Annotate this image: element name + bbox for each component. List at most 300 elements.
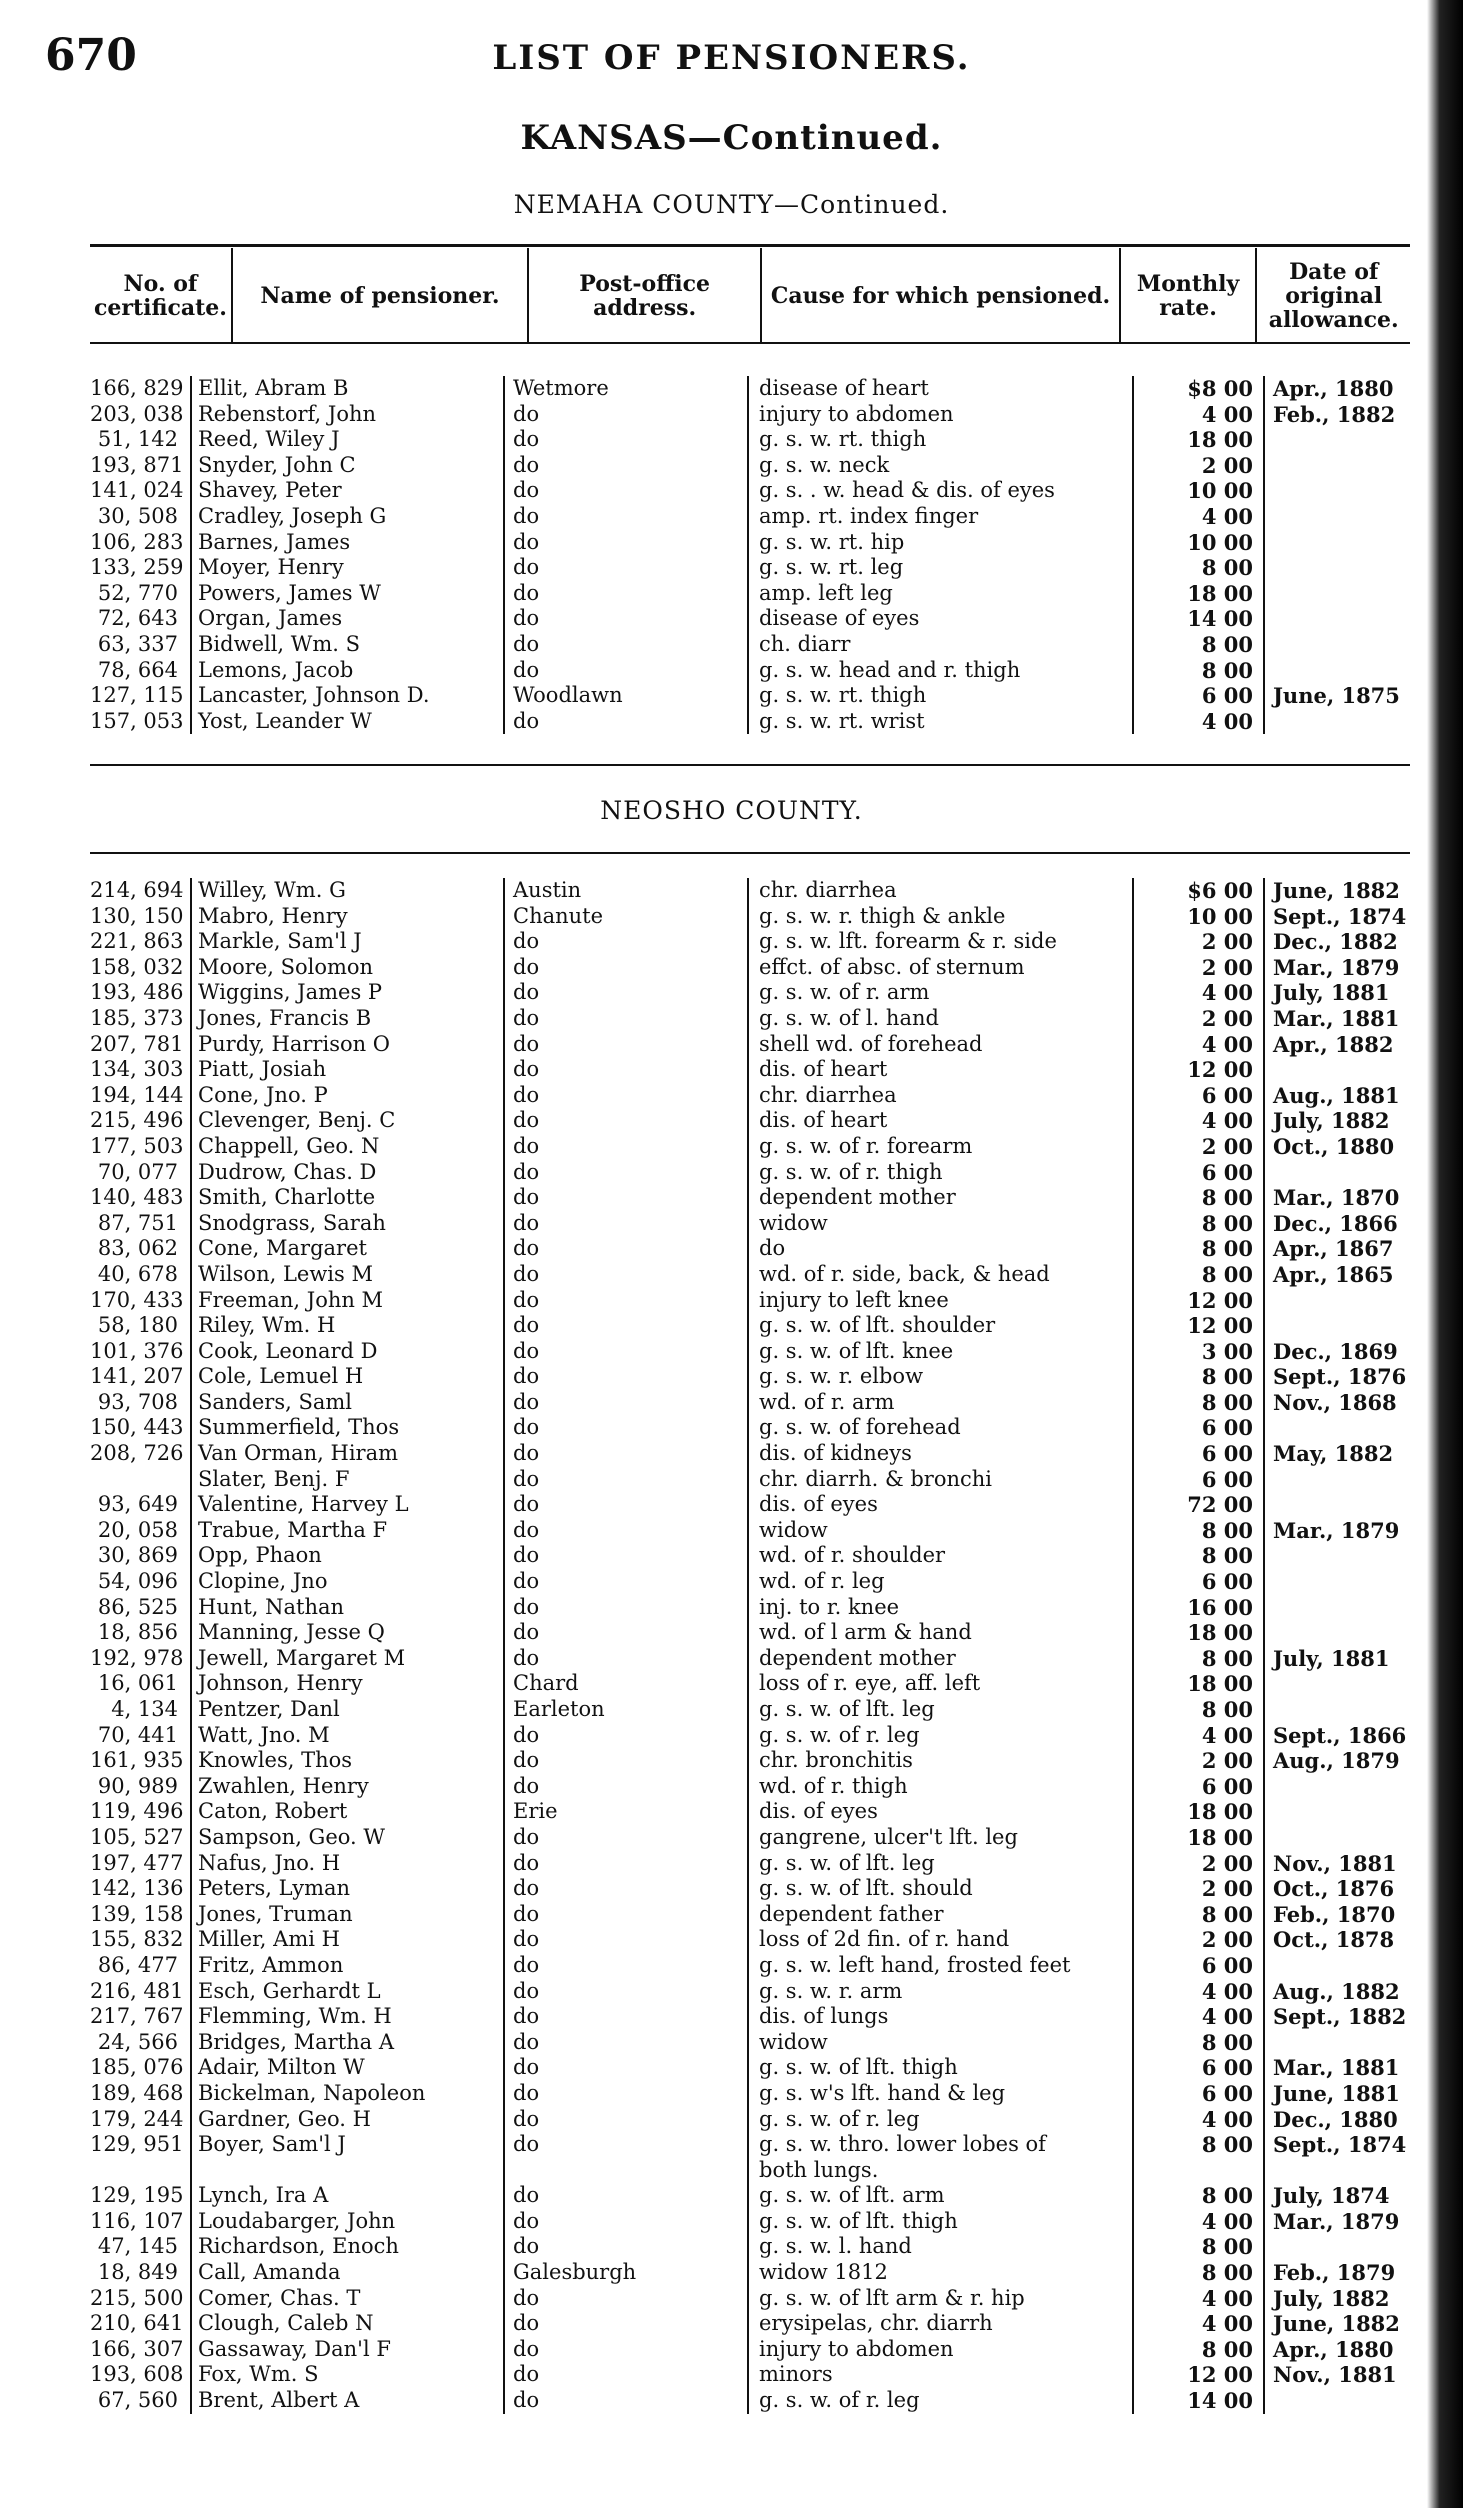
monthly-rate-cell: [1132, 2158, 1263, 2184]
table-row: [90, 2388, 1410, 2414]
certificate-number-cell: 58, 180: [97, 1313, 178, 1338]
pensioner-name-cell: Esch, Gerhardt L: [190, 1979, 503, 2005]
table-row: [90, 1006, 1410, 1032]
monthly-rate-cell: 6 00: [1132, 1467, 1263, 1493]
allowance-date-cell: [1263, 1774, 1410, 1800]
allowance-date-cell: Nov., 1868: [1263, 1390, 1410, 1416]
allowance-date-cell: Mar., 1870: [1263, 1185, 1410, 1211]
table-row: [90, 453, 1410, 479]
table-row: [90, 1671, 1410, 1697]
certificate-number-cell: 106, 283: [90, 529, 184, 554]
certificate-number-cell: 93, 649: [97, 1492, 178, 1517]
cause-cell: dis. of lungs: [747, 2004, 1132, 2030]
certificate-number-cell: 86, 525: [97, 1594, 178, 1619]
cause-cell: dis. of heart: [747, 1057, 1132, 1083]
allowance-date-cell: June, 1882: [1263, 878, 1410, 904]
post-office-cell: do: [503, 1134, 747, 1160]
allowance-date-cell: [1263, 709, 1410, 735]
table-row: [90, 1339, 1410, 1365]
post-office-cell: do: [503, 2183, 747, 2209]
pensioner-name-cell: Sanders, Saml: [190, 1390, 503, 1416]
table-row: [90, 1543, 1410, 1569]
monthly-rate-cell: 18 00: [1132, 1825, 1263, 1851]
cause-cell: g. s. w. of r. thigh: [747, 1160, 1132, 1186]
table-top-rule: [90, 244, 1410, 247]
table-row: [90, 1927, 1410, 1953]
cause-cell: g. s. w. r. thigh & ankle: [747, 904, 1132, 930]
certificate-number-cell: 215, 500: [90, 2285, 184, 2310]
certificate-number-cell: 193, 486: [90, 980, 184, 1005]
allowance-date-cell: Feb., 1879: [1263, 2260, 1410, 2286]
certificate-number-cell: 155, 832: [90, 1927, 184, 1952]
certificate-number-cell: 158, 032: [90, 954, 184, 979]
running-title: LIST OF PENSIONERS.: [492, 38, 971, 78]
post-office-cell: do: [503, 1339, 747, 1365]
pensioner-name-cell: Dudrow, Chas. D: [190, 1160, 503, 1186]
pensioner-name-cell: Miller, Ami H: [190, 1927, 503, 1953]
table-row: [90, 1160, 1410, 1186]
cause-cell: ch. diarr: [747, 632, 1132, 658]
book-spine-shadow: [1427, 0, 1463, 2508]
allowance-date-cell: [1263, 1825, 1410, 1851]
monthly-rate-cell: 18 00: [1132, 427, 1263, 453]
monthly-rate-cell: 8 00: [1132, 555, 1263, 581]
certificate-number-cell: 192, 978: [90, 1645, 184, 1670]
post-office-cell: do: [503, 980, 747, 1006]
allowance-date-cell: [1263, 2030, 1410, 2056]
pensioner-name-cell: Cradley, Joseph G: [190, 504, 503, 530]
pensioner-name-cell: Gassaway, Dan'l F: [190, 2337, 503, 2363]
post-office-cell: do: [503, 2030, 747, 2056]
monthly-rate-cell: 2 00: [1132, 1134, 1263, 1160]
cause-cell: erysipelas, chr. diarrh: [747, 2311, 1132, 2337]
monthly-rate-cell: 10 00: [1132, 904, 1263, 930]
post-office-cell: do: [503, 427, 747, 453]
certificate-number-cell: 185, 076: [90, 2055, 184, 2080]
cause-cell: g. s. w. of r. arm: [747, 980, 1132, 1006]
certificate-number-cell: 185, 373: [90, 1005, 184, 1030]
allowance-date-cell: Mar., 1879: [1263, 955, 1410, 981]
monthly-rate-cell: 2 00: [1132, 1748, 1263, 1774]
monthly-rate-cell: 4 00: [1132, 980, 1263, 1006]
table-row: [90, 1134, 1410, 1160]
post-office-cell: do: [503, 478, 747, 504]
col-header-name: Name of pensioner.: [232, 248, 528, 344]
cause-cell: loss of r. eye, aff. left: [747, 1671, 1132, 1697]
cause-cell: g. s. w. neck: [747, 453, 1132, 479]
certificate-number-cell: 40, 678: [97, 1261, 178, 1286]
allowance-date-cell: Dec., 1866: [1263, 1211, 1410, 1237]
post-office-cell: do: [503, 1825, 747, 1851]
monthly-rate-cell: 8 00: [1132, 2337, 1263, 2363]
pensioner-name-cell: Flemming, Wm. H: [190, 2004, 503, 2030]
post-office-cell: Chanute: [503, 904, 747, 930]
header-bottom-rule: [90, 342, 1410, 344]
pensioner-name-cell: Clopine, Jno: [190, 1569, 503, 1595]
allowance-date-cell: [1263, 427, 1410, 453]
table-row: [90, 1723, 1410, 1749]
allowance-date-cell: Apr., 1865: [1263, 1262, 1410, 1288]
post-office-cell: do: [503, 530, 747, 556]
table-row: [90, 504, 1410, 530]
post-office-cell: do: [503, 1646, 747, 1672]
certificate-number-cell: 4, 134: [111, 1697, 178, 1721]
pensioner-name-cell: Chappell, Geo. N: [190, 1134, 503, 1160]
table-row: [90, 2081, 1410, 2107]
pensioner-name-cell: Bridges, Martha A: [190, 2030, 503, 2056]
cause-cell: g. s. w. r. arm: [747, 1979, 1132, 2005]
allowance-date-cell: Sept., 1874: [1263, 904, 1410, 930]
cause-cell: chr. diarrh. & bronchi: [747, 1467, 1132, 1493]
cause-cell: g. s. w. of lft. thigh: [747, 2055, 1132, 2081]
post-office-cell: do: [503, 1851, 747, 1877]
monthly-rate-cell: 6 00: [1132, 1774, 1263, 1800]
post-office-cell: Earleton: [503, 1697, 747, 1723]
pensioner-name-cell: Boyer, Sam'l J: [190, 2132, 503, 2158]
allowance-date-cell: Sept., 1882: [1263, 2004, 1410, 2030]
allowance-date-cell: [1263, 1313, 1410, 1339]
col-header-date: Date of original allowance.: [1256, 248, 1410, 344]
pensioner-name-cell: Willey, Wm. G: [190, 878, 503, 904]
pensioner-name-cell: Fox, Wm. S: [190, 2362, 503, 2388]
monthly-rate-cell: 10 00: [1132, 530, 1263, 556]
cause-cell: chr. diarrhea: [747, 878, 1132, 904]
certificate-number-cell: 127, 115: [90, 683, 184, 708]
cause-cell: injury to abdomen: [747, 2337, 1132, 2363]
certificate-number-cell: 72, 643: [97, 606, 178, 631]
certificate-number-cell: 90, 989: [97, 1773, 178, 1798]
allowance-date-cell: July, 1881: [1263, 980, 1410, 1006]
monthly-rate-cell: 4 00: [1132, 1032, 1263, 1058]
pensioner-name-cell: Slater, Benj. F: [190, 1467, 503, 1493]
certificate-number-cell: 52, 770: [97, 580, 178, 605]
cause-cell: amp. left leg: [747, 581, 1132, 607]
monthly-rate-cell: 18 00: [1132, 1671, 1263, 1697]
cause-cell: dis. of heart: [747, 1108, 1132, 1134]
post-office-cell: do: [503, 1543, 747, 1569]
pensioner-name-cell: Snyder, John C: [190, 453, 503, 479]
allowance-date-cell: Oct., 1880: [1263, 1134, 1410, 1160]
cause-cell: inj. to r. knee: [747, 1595, 1132, 1621]
table-row: [90, 929, 1410, 955]
monthly-rate-cell: 2 00: [1132, 929, 1263, 955]
certificate-number-cell: 221, 863: [90, 929, 184, 954]
pensioner-name-cell: Snodgrass, Sarah: [190, 1211, 503, 1237]
cause-cell: dis. of kidneys: [747, 1441, 1132, 1467]
post-office-cell: do: [503, 1620, 747, 1646]
certificate-number-cell: 119, 496: [90, 1799, 184, 1824]
post-office-cell: do: [503, 1108, 747, 1134]
table-row: [90, 1799, 1410, 1825]
certificate-number-cell: 101, 376: [90, 1338, 184, 1363]
allowance-date-cell: Aug., 1881: [1263, 1083, 1410, 1109]
county-heading-nemaha: NEMAHA COUNTY—Continued.: [513, 190, 950, 219]
table-row: [90, 1108, 1410, 1134]
certificate-number-cell: 214, 694: [90, 878, 184, 902]
pensioner-name-cell: Call, Amanda: [190, 2260, 503, 2286]
monthly-rate-cell: 8 00: [1132, 2132, 1263, 2158]
allowance-date-cell: [1263, 1595, 1410, 1621]
monthly-rate-cell: 3 00: [1132, 1339, 1263, 1365]
certificate-number-cell: 130, 150: [90, 903, 184, 928]
monthly-rate-cell: 4 00: [1132, 504, 1263, 530]
monthly-rate-cell: 18 00: [1132, 1799, 1263, 1825]
certificate-number-cell: 194, 144: [90, 1082, 184, 1107]
certificate-number-cell: 177, 503: [90, 1133, 184, 1158]
post-office-cell: Austin: [503, 878, 747, 904]
monthly-rate-cell: $6 00: [1132, 878, 1263, 904]
col-header-cause: Cause for which pensioned.: [761, 248, 1119, 344]
table-row: [90, 955, 1410, 981]
allowance-date-cell: [1263, 1160, 1410, 1186]
cause-cell: disease of eyes: [747, 606, 1132, 632]
certificate-number-cell: 30, 508: [97, 503, 178, 528]
monthly-rate-cell: 6 00: [1132, 2055, 1263, 2081]
cause-cell: g. s. w. of lft. leg: [747, 1851, 1132, 1877]
table-row: [90, 530, 1410, 556]
post-office-cell: do: [503, 1979, 747, 2005]
allowance-date-cell: [1263, 478, 1410, 504]
monthly-rate-cell: 6 00: [1132, 1953, 1263, 1979]
certificate-number-cell: 189, 468: [90, 2080, 184, 2105]
pensioner-name-cell: Mabro, Henry: [190, 904, 503, 930]
cause-cell: g. s. w. rt. thigh: [747, 683, 1132, 709]
cause-cell: g. s. w. of r. leg: [747, 1723, 1132, 1749]
neosho-table-body: [90, 878, 1410, 2414]
allowance-date-cell: [1263, 2388, 1410, 2414]
cause-cell: dis. of eyes: [747, 1492, 1132, 1518]
monthly-rate-cell: 6 00: [1132, 1569, 1263, 1595]
monthly-rate-cell: 4 00: [1132, 2209, 1263, 2235]
monthly-rate-cell: 4 00: [1132, 1979, 1263, 2005]
monthly-rate-cell: 8 00: [1132, 1364, 1263, 1390]
post-office-cell: Galesburgh: [503, 2260, 747, 2286]
monthly-rate-cell: 10 00: [1132, 478, 1263, 504]
certificate-number-cell: 30, 869: [97, 1543, 178, 1568]
allowance-date-cell: [1263, 555, 1410, 581]
certificate-number-cell: 70, 077: [97, 1159, 178, 1184]
col-header-post-office: Post-office address.: [528, 248, 761, 344]
allowance-date-cell: July, 1881: [1263, 1646, 1410, 1672]
allowance-date-cell: [1263, 632, 1410, 658]
allowance-date-cell: Apr., 1867: [1263, 1236, 1410, 1262]
post-office-cell: do: [503, 658, 747, 684]
post-office-cell: do: [503, 1774, 747, 1800]
table-row: [90, 1083, 1410, 1109]
table-row: [90, 1876, 1410, 1902]
certificate-number-cell: 217, 767: [90, 2004, 184, 2029]
post-office-cell: do: [503, 2311, 747, 2337]
pensioner-name-cell: Yost, Leander W: [190, 709, 503, 735]
post-office-cell: do: [503, 2234, 747, 2260]
monthly-rate-cell: 12 00: [1132, 1057, 1263, 1083]
cause-cell: chr. bronchitis: [747, 1748, 1132, 1774]
monthly-rate-cell: 8 00: [1132, 1262, 1263, 1288]
pensioner-name-cell: Powers, James W: [190, 581, 503, 607]
monthly-rate-cell: 6 00: [1132, 683, 1263, 709]
certificate-number-cell: 134, 303: [90, 1057, 184, 1082]
cause-cell: g. s. w. rt. hip: [747, 530, 1132, 556]
cause-cell: loss of 2d fin. of r. hand: [747, 1927, 1132, 1953]
cause-cell: dependent mother: [747, 1646, 1132, 1672]
table-row: [90, 1185, 1410, 1211]
county-heading-neosho: NEOSHO COUNTY.: [600, 796, 863, 825]
cause-cell: widow: [747, 1518, 1132, 1544]
pensioner-name-cell: Smith, Charlotte: [190, 1185, 503, 1211]
cause-cell: g. s. w. of r. forearm: [747, 1134, 1132, 1160]
monthly-rate-cell: 2 00: [1132, 1851, 1263, 1877]
post-office-cell: do: [503, 453, 747, 479]
certificate-number-cell: 67, 560: [97, 2388, 178, 2413]
table-row: [90, 402, 1410, 428]
table-row: [90, 2107, 1410, 2133]
table-row: [90, 2337, 1410, 2363]
certificate-number-cell: 87, 751: [97, 1210, 178, 1235]
monthly-rate-cell: 8 00: [1132, 658, 1263, 684]
post-office-cell: [503, 2158, 747, 2184]
cause-cell: widow 1812: [747, 2260, 1132, 2286]
table-row: [90, 1518, 1410, 1544]
allowance-date-cell: [1263, 1620, 1410, 1646]
monthly-rate-cell: 8 00: [1132, 1646, 1263, 1672]
post-office-cell: do: [503, 1902, 747, 1928]
certificate-number-cell: 141, 024: [90, 478, 184, 503]
cause-cell: g. s. w. of forehead: [747, 1415, 1132, 1441]
allowance-date-cell: Mar., 1879: [1263, 2209, 1410, 2235]
monthly-rate-cell: 2 00: [1132, 1876, 1263, 1902]
table-row: [90, 1492, 1410, 1518]
post-office-cell: do: [503, 1236, 747, 1262]
table-row: [90, 1569, 1410, 1595]
allowance-date-cell: Dec., 1882: [1263, 929, 1410, 955]
post-office-cell: do: [503, 581, 747, 607]
monthly-rate-cell: 14 00: [1132, 606, 1263, 632]
certificate-number-cell: 70, 441: [97, 1722, 178, 1747]
allowance-date-cell: [1263, 606, 1410, 632]
cause-cell: dependent mother: [747, 1185, 1132, 1211]
cause-cell: injury to left knee: [747, 1288, 1132, 1314]
pensioner-name-cell: Ellit, Abram B: [190, 376, 503, 402]
cause-cell: g. s. w. of lft. should: [747, 1876, 1132, 1902]
certificate-number-cell: 179, 244: [90, 2106, 184, 2131]
table-row: [90, 1288, 1410, 1314]
post-office-cell: do: [503, 955, 747, 981]
monthly-rate-cell: 18 00: [1132, 1620, 1263, 1646]
certificate-number-cell: 208, 726: [90, 1441, 184, 1466]
certificate-number-cell: 47, 145: [97, 2234, 178, 2259]
post-office-cell: do: [503, 1595, 747, 1621]
post-office-cell: Woodlawn: [503, 683, 747, 709]
monthly-rate-cell: 4 00: [1132, 1723, 1263, 1749]
allowance-date-cell: Feb., 1870: [1263, 1902, 1410, 1928]
cause-cell: g. s. w. of r. leg: [747, 2107, 1132, 2133]
table-row: [90, 427, 1410, 453]
cause-cell: g. s. w. left hand, frosted feet: [747, 1953, 1132, 1979]
pensioner-name-cell: Manning, Jesse Q: [190, 1620, 503, 1646]
table-row: [90, 1774, 1410, 1800]
allowance-date-cell: July, 1874: [1263, 2183, 1410, 2209]
pensioner-name-cell: Valentine, Harvey L: [190, 1492, 503, 1518]
pensioner-name-cell: Shavey, Peter: [190, 478, 503, 504]
cause-cell: wd. of r. leg: [747, 1569, 1132, 1595]
post-office-cell: do: [503, 1032, 747, 1058]
monthly-rate-cell: 4 00: [1132, 2286, 1263, 2312]
certificate-number-cell: 197, 477: [90, 1850, 184, 1875]
post-office-cell: do: [503, 1211, 747, 1237]
pensioner-name-cell: Adair, Milton W: [190, 2055, 503, 2081]
allowance-date-cell: [1263, 1543, 1410, 1569]
table-row: [90, 1236, 1410, 1262]
pensioner-name-cell: Brent, Albert A: [190, 2388, 503, 2414]
allowance-date-cell: Nov., 1881: [1263, 2362, 1410, 2388]
post-office-cell: do: [503, 402, 747, 428]
certificate-number-cell: 150, 443: [90, 1415, 184, 1440]
allowance-date-cell: Nov., 1881: [1263, 1851, 1410, 1877]
monthly-rate-cell: 4 00: [1132, 2311, 1263, 2337]
post-office-cell: Wetmore: [503, 376, 747, 402]
cause-cell: shell wd. of forehead: [747, 1032, 1132, 1058]
allowance-date-cell: Feb., 1882: [1263, 402, 1410, 428]
allowance-date-cell: Aug., 1882: [1263, 1979, 1410, 2005]
cause-cell: amp. rt. index finger: [747, 504, 1132, 530]
cause-cell: g. s. w. of lft. knee: [747, 1339, 1132, 1365]
post-office-cell: do: [503, 1262, 747, 1288]
post-office-cell: do: [503, 1518, 747, 1544]
pensioner-name-cell: Knowles, Thos: [190, 1748, 503, 1774]
pensioner-name-cell: Clough, Caleb N: [190, 2311, 503, 2337]
table-row: [90, 581, 1410, 607]
cause-cell: widow: [747, 2030, 1132, 2056]
neosho-top-rule: [90, 852, 1410, 854]
pensioner-name-cell: Trabue, Martha F: [190, 1518, 503, 1544]
allowance-date-cell: Dec., 1869: [1263, 1339, 1410, 1365]
pensioner-name-cell: Barnes, James: [190, 530, 503, 556]
certificate-number-cell: 157, 053: [90, 708, 184, 733]
pensioner-name-cell: Johnson, Henry: [190, 1671, 503, 1697]
certificate-number-cell: 54, 096: [97, 1569, 178, 1594]
certificate-number-cell: 166, 829: [90, 376, 184, 400]
table-row: [90, 980, 1410, 1006]
certificate-number-cell: 210, 641: [90, 2311, 184, 2336]
certificate-number-cell: [90, 2158, 190, 2184]
certificate-number-cell: 215, 496: [90, 1108, 184, 1133]
pensioner-name-cell: Freeman, John M: [190, 1288, 503, 1314]
cause-cell: g. s. w. head and r. thigh: [747, 658, 1132, 684]
post-office-cell: do: [503, 1288, 747, 1314]
pensioner-name-cell: Markle, Sam'l J: [190, 929, 503, 955]
certificate-number-cell: 93, 708: [97, 1389, 178, 1414]
table-row: [90, 1697, 1410, 1723]
allowance-date-cell: July, 1882: [1263, 1108, 1410, 1134]
post-office-cell: do: [503, 709, 747, 735]
table-row: [90, 904, 1410, 930]
cause-cell: wd. of r. side, back, & head: [747, 1262, 1132, 1288]
post-office-cell: do: [503, 1313, 747, 1339]
post-office-cell: do: [503, 606, 747, 632]
table-row: [90, 1825, 1410, 1851]
post-office-cell: do: [503, 1415, 747, 1441]
cause-cell: dis. of eyes: [747, 1799, 1132, 1825]
monthly-rate-cell: 2 00: [1132, 453, 1263, 479]
cause-cell: g. s. w. l. hand: [747, 2234, 1132, 2260]
certificate-number-cell: 193, 871: [90, 452, 184, 477]
pensioner-name-cell: Cook, Leonard D: [190, 1339, 503, 1365]
post-office-cell: do: [503, 2132, 747, 2158]
pensioner-name-cell: Piatt, Josiah: [190, 1057, 503, 1083]
col-header-rate: Monthly rate.: [1120, 248, 1257, 344]
table-row: [90, 1748, 1410, 1774]
post-office-cell: do: [503, 1083, 747, 1109]
